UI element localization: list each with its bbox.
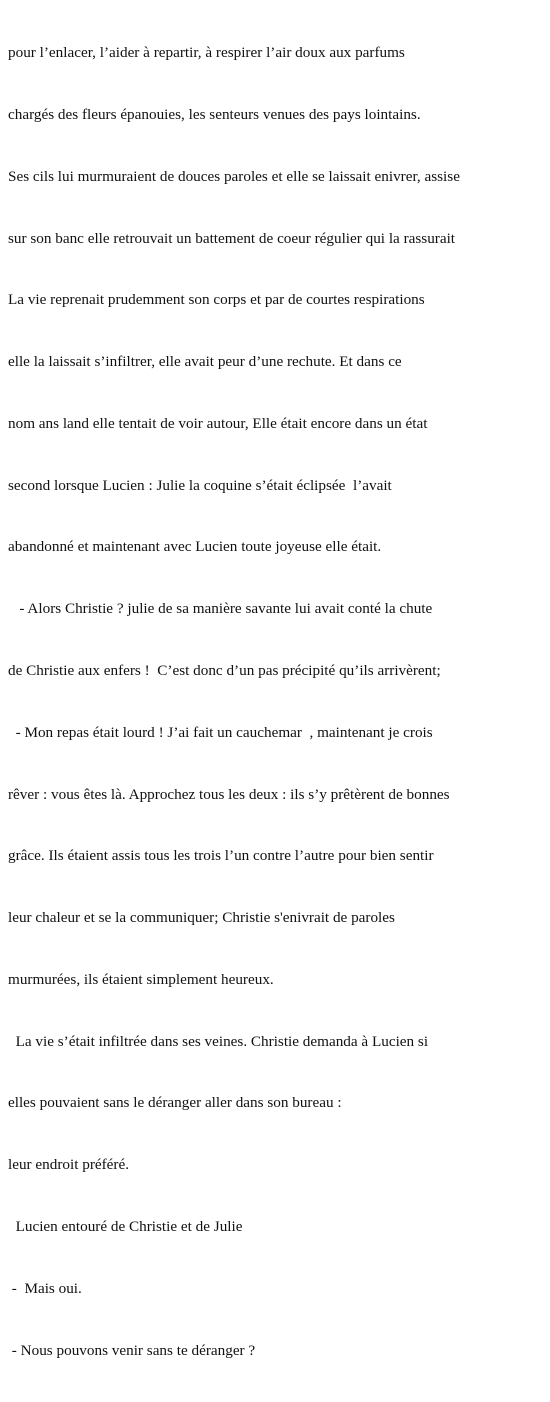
- text-line: nom ans land elle tentait de voir autour, Elle était encore dans un état: [8, 414, 428, 432]
- text-line: - Nous pouvons venir sans te déranger ?: [8, 1341, 256, 1359]
- body-text: [8, 2, 548, 1402]
- text-line: Ses cils lui murmuraient de douces paroles et elle se laissait enivrer, assise: [8, 167, 460, 185]
- text-line: elles pouvaient sans le déranger aller dans son bureau :: [8, 1094, 342, 1112]
- text-line: - Alors Christie ? julie de sa manière savante lui avait conté la chute: [8, 600, 433, 618]
- text-line: leur chaleur et se la communiquer; Christie s'enivrait de paroles: [8, 909, 395, 927]
- text-line: pour l’enlacer, l’aider à repartir, à respirer l’air doux aux parfums: [8, 44, 405, 62]
- text-line: de Christie aux enfers ! C’est donc d’un pas précipité qu’ils arrivèrent;: [8, 662, 441, 679]
- text-line: Lucien entouré de Christie et de Julie: [8, 1218, 243, 1236]
- text-line: elle la laissait s’infiltrer, elle avait peur d’une rechute. Et dans ce: [8, 353, 402, 371]
- text-line: leur endroit préféré.: [8, 1156, 130, 1174]
- text-line: sur son banc elle retrouvait un battement de coeur régulier qui la rassurait: [8, 229, 456, 247]
- text-line: murmurées, ils étaient simplement heureux.: [8, 970, 274, 988]
- text-line: second lorsque Lucien : Julie la coquine s’était éclipsée l’avait: [8, 476, 392, 494]
- text-line: - Mon repas était lourd ! J’ai fait un cauchemar , maintenant je crois: [8, 723, 433, 741]
- text-line: rêver : vous êtes là. Approchez tous les deux : ils s’y prêtèrent de bonnes: [8, 785, 450, 803]
- text-line: grâce. Ils étaient assis tous les trois l’un contre l’autre pour bien sentir: [8, 847, 434, 865]
- text-line: chargés des fleurs épanouies, les senteurs venues des pays lointains.: [8, 105, 421, 123]
- text-line: La vie reprenait prudemment son corps et par de courtes respirations: [8, 291, 425, 309]
- text-line: La vie s’était infiltrée dans ses veines. Christie demanda à Lucien si: [8, 1032, 429, 1050]
- text-line: abandonné et maintenant avec Lucien toute joyeuse elle était.: [8, 538, 382, 556]
- text-line: - Mais oui.: [8, 1279, 82, 1297]
